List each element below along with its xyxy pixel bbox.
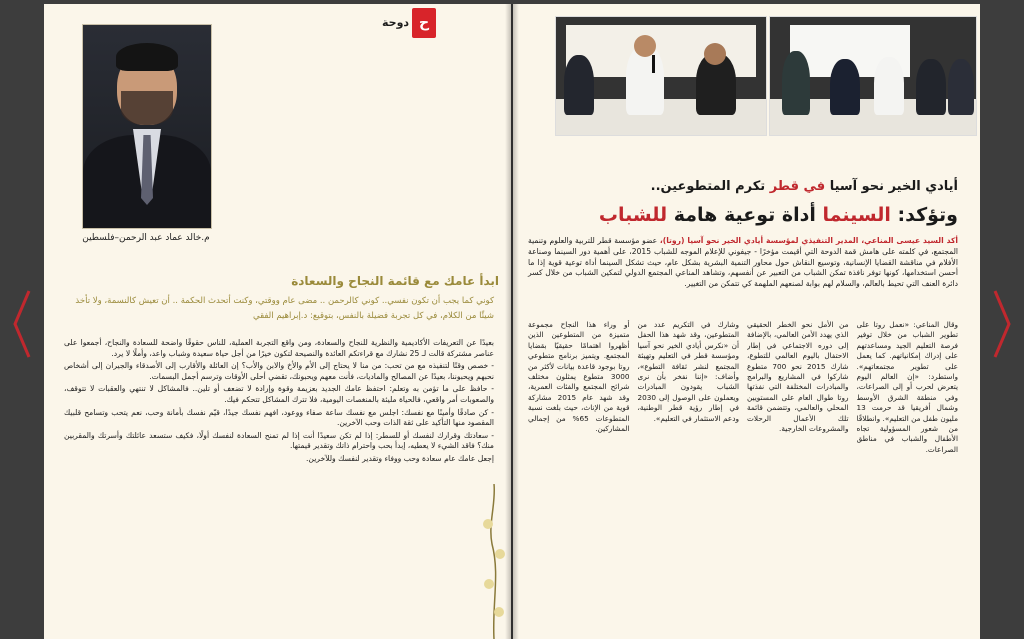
article-body	[64, 338, 494, 467]
author-portrait	[82, 24, 212, 229]
event-photo-panel	[769, 16, 977, 136]
event-photo-panel	[555, 16, 767, 136]
magazine-logo-word: دوحة	[382, 16, 410, 29]
chevron-right-icon	[993, 289, 1011, 359]
headline-line1	[538, 179, 958, 194]
left-page	[44, 4, 511, 639]
chevron-left-icon	[13, 289, 31, 359]
headline-line1-prefix: أيادي الخير نحو آسيا	[829, 179, 958, 194]
article-title: ابدأ عامك مع قائمة النجاح والسعادة	[291, 274, 499, 288]
article-paragraph: - كن صادقًا وأمينًا مع نفسك: اجلس مع نفسك ساعة صفاء ووعود، افهم نفسك جيدًا، قيّم نفسك بأمانة وحب، نعم يتحب وتسامح قلبيك المقصود منها التأكيد على ثقة الذات وحب الآخرين.	[64, 407, 494, 428]
lead-body: عضو مؤسسة قطر للتربية والعلوم وتنمية المجتمع، في كلمته على هامش قمة الدوحة التي أقيمت مؤخرًا - جيفوني للإعلام الموجه للشباب 2015، على أهمية دور السينما وصناعة الأفلام في مناقشة القضايا الإنسانية، وتوسيع النقاش حول محاور التنمية البشرية بشكل عام، حيث تشكل السينما أداة توعية قوية إذا ما أحسن استخدامها، كونها توفر نافذة تمكن الشباب من التعبير عن أنفسهم، وتشاهد المناعي المجتمع الدولي لتمكين الشباب من خلال كسر دائرة العنف التي تحيط بالعالم، والسلام لهم بوابة لصنعهم الملهمة كي تتمكن من التغيير.	[528, 236, 958, 289]
article-column: وقال المناعي: «نعمل روتا على تطوير الشباب من خلال توفير فرصة التعليم الجيد ومساعدتهم على إدراك إمكانياتهم. كما يعمل على تطوير مجتمعاتهم». واستطرد: «إن العالم اليوم يتعرض لحرب أو إلى الصراعات، وفي منطقة الشرق الأوسط وشمال أفريقيا قد حرمت 13 مليون طفل من التعليم». وانطلاقًا من شعور المسؤولية تجاه الأطفال والشباب في مناطق الصراعات.	[856, 320, 958, 454]
article-column: وشارك في التكريم عدد من المتطوعين، وقد شهد هذا الحفل أن «نكرس أيادي الخير نحو آسيا ومؤسسة قطر في التعليم وتهيئة المجتمع لنشر ثقافة التطوع»، وأضاف: «إننا نفخر بأن نرى الشباب يقودون المبادرات ويعملون على الوصول إلى 2030 في إطار رؤية قطر الوطنية، ودعم الاستثمار في التعليم».	[637, 320, 739, 423]
headline-line2-prefix: وتؤكد:	[897, 204, 958, 226]
article-paragraph: إجعل عامك عام سعادة وحب ووفاء وتقدير لنفسك وللآخرين.	[306, 453, 494, 463]
article-columns	[528, 320, 958, 639]
article-column: من الأمل نحو الخطر الحقيقي الذي يهدد الأمن العالمي، بالإضافة إلى دوره الاجتماعي في إطار الاحتفال باليوم العالمي للتطوع، شارك 2015 نحو 700 متطوع شاركوا في المشاريع والبرامج والمبادرات المختلفة التي نفذتها روتا طوال العام على المستويين المحلي والعالمي، وتتضمن قائمة تلك الأعمال الرحلات والمشروعات الخارجية.	[747, 320, 849, 434]
portrait-caption: م.خالد عماد عبد الرحمن–فلسطين	[82, 233, 210, 243]
headline-line2-highlight: السينما	[822, 204, 891, 226]
previous-page-button[interactable]	[10, 284, 34, 364]
article-paragraph: - خصص وقتًا لتنفيذه مع من تحب: من منا لا يحتاج إلى الأم والأخ والابن والأب؟ إن العائلة والأقارب إلى الأصدقاء والجيران إلى أشخاص نحبهم ويحبوننا، بعيدًا عن المصالح والماديات، فأنت معهم ويحبونك، تقضي أحلى الأوقات وترسم أجمل البسمات.	[64, 361, 494, 381]
headline-line2-mid: أداة توعية هامة	[673, 204, 816, 226]
article-paragraph: - حافظ على ما تؤمن به وتعلم: احتفظ عامك الجديد بعزيمة وقوة وإرادة لا تضعف أو تلين.. فالمشاكل لا تنتهي والعقبات لا تتوقف، والصعوبات أمر واقعي، فالحياة مليئة بالمنغصات اليومية، فلا تترك المشاكل تتحكم فيك.	[64, 384, 494, 404]
article-column: أو وراء هذا النجاح مجموعة متميزة من المتطوعين الذين أظهروا اهتمامًا حقيقيًا بقضايا المجتمع. ويتميز برنامج متطوعي روتا بوجود قاعدة بيانات لأكثر من 3000 متطوع يمثلون مختلف شرائح المجتمع والفئات العمرية، وقد شهد عام 2015 مشاركة قوية من الإناث، حيث بلغت نسبة المتطوعات 65% من إجمالي المشاركين.	[528, 320, 630, 434]
magazine-logo: ح	[412, 8, 436, 38]
lead-prefix: أكد السيد عيسى المناعي، المدير التنفيذي لمؤسسة أيادي الخير نحو آسيا (روتا)،	[659, 236, 959, 245]
headline-line1-highlight: في قطر	[769, 179, 826, 194]
article-paragraph: - سعادتك وقرارك لنفسك أو للسطر: إذا لم تكن سعيدًا أنت إذا لم تمنح السعادة لنفسك أولًا، فكيف ستسعد عائلتك وأسرتك والمقربين منك؟ فاقد الشيء لا يعطيه، إبدأ بحب واحترام ذاتك وتقدير قيمتها.	[64, 430, 494, 451]
article-paragraph: بعيدًا عن التعريفات الأكاديمية والنظرية للنجاح والسعادة، ومن واقع التجربة العملية، للناس حقوقًا واضحة للسعادة والنجاح، أجمعوا على عناصر مشتركة قالت لـ 25 نشارك مع قراءتكم العائدة والنصيحة لتكون خيرًا من أجل حياة سعيدة وشباب واعد، وأملًا لا يرد.	[64, 338, 494, 358]
article-lead	[528, 236, 958, 290]
page-gutter	[505, 4, 519, 639]
headline-line1-suffix: تكرم المتطوعين..	[650, 179, 766, 194]
right-page	[513, 4, 980, 639]
headline-line2-highlight-2: للشباب	[598, 204, 668, 226]
headline-line2	[538, 204, 958, 226]
next-page-button[interactable]	[990, 284, 1014, 364]
article-intro: كوني كما يجب أن تكون نفسي.. كوني كالرحمن .. مضى عام ووقتي، وكنت أتحدث الحكمة .. أن تعيش كالنسمة، ولا تأخذ شيئًا من الكلام، في كل تجربة فضيلة بالنفس، بتوقيع: د.إبراهيم الفقي	[75, 296, 494, 321]
